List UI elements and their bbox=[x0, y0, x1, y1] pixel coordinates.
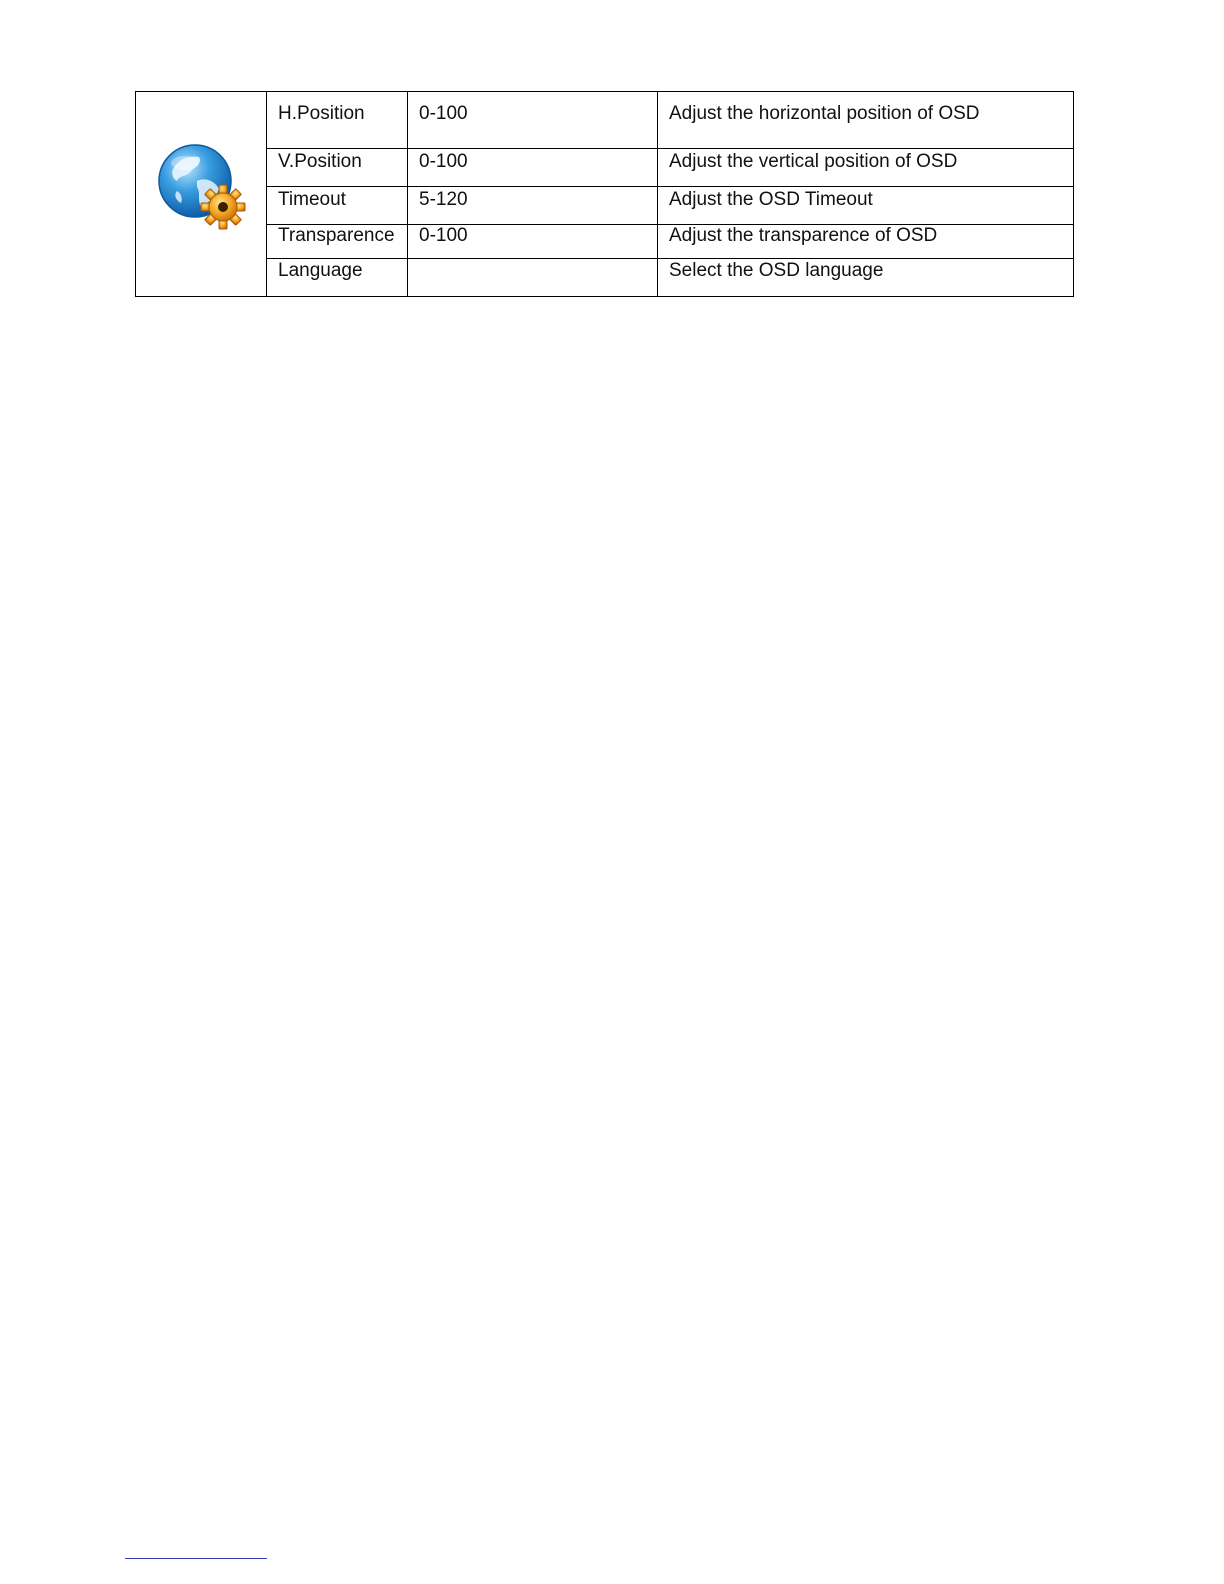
item-range: 0-100 bbox=[408, 149, 658, 187]
item-range: 0-100 bbox=[408, 92, 658, 149]
table-row bbox=[136, 225, 1074, 259]
osd-setup-table bbox=[135, 91, 1074, 297]
item-name: Transparence bbox=[267, 225, 408, 259]
icon-cell bbox=[136, 92, 267, 297]
item-description: Adjust the vertical position of OSD bbox=[658, 149, 1074, 187]
table-row bbox=[136, 187, 1074, 225]
item-range: 0-100 bbox=[408, 225, 658, 259]
footnote-rule bbox=[125, 1558, 267, 1559]
item-description: Adjust the transparence of OSD bbox=[658, 225, 1074, 259]
table-row bbox=[136, 149, 1074, 187]
item-name: V.Position bbox=[267, 149, 408, 187]
item-description: Select the OSD language bbox=[658, 259, 1074, 297]
item-range bbox=[408, 259, 658, 297]
table-row bbox=[136, 92, 1074, 149]
table-row bbox=[136, 259, 1074, 297]
item-name: Language bbox=[267, 259, 408, 297]
item-description: Adjust the OSD Timeout bbox=[658, 187, 1074, 225]
globe-gear-icon bbox=[155, 141, 255, 241]
item-range: 5-120 bbox=[408, 187, 658, 225]
item-name: H.Position bbox=[267, 92, 408, 149]
item-name: Timeout bbox=[267, 187, 408, 225]
item-description: Adjust the horizontal position of OSD bbox=[658, 92, 1074, 149]
